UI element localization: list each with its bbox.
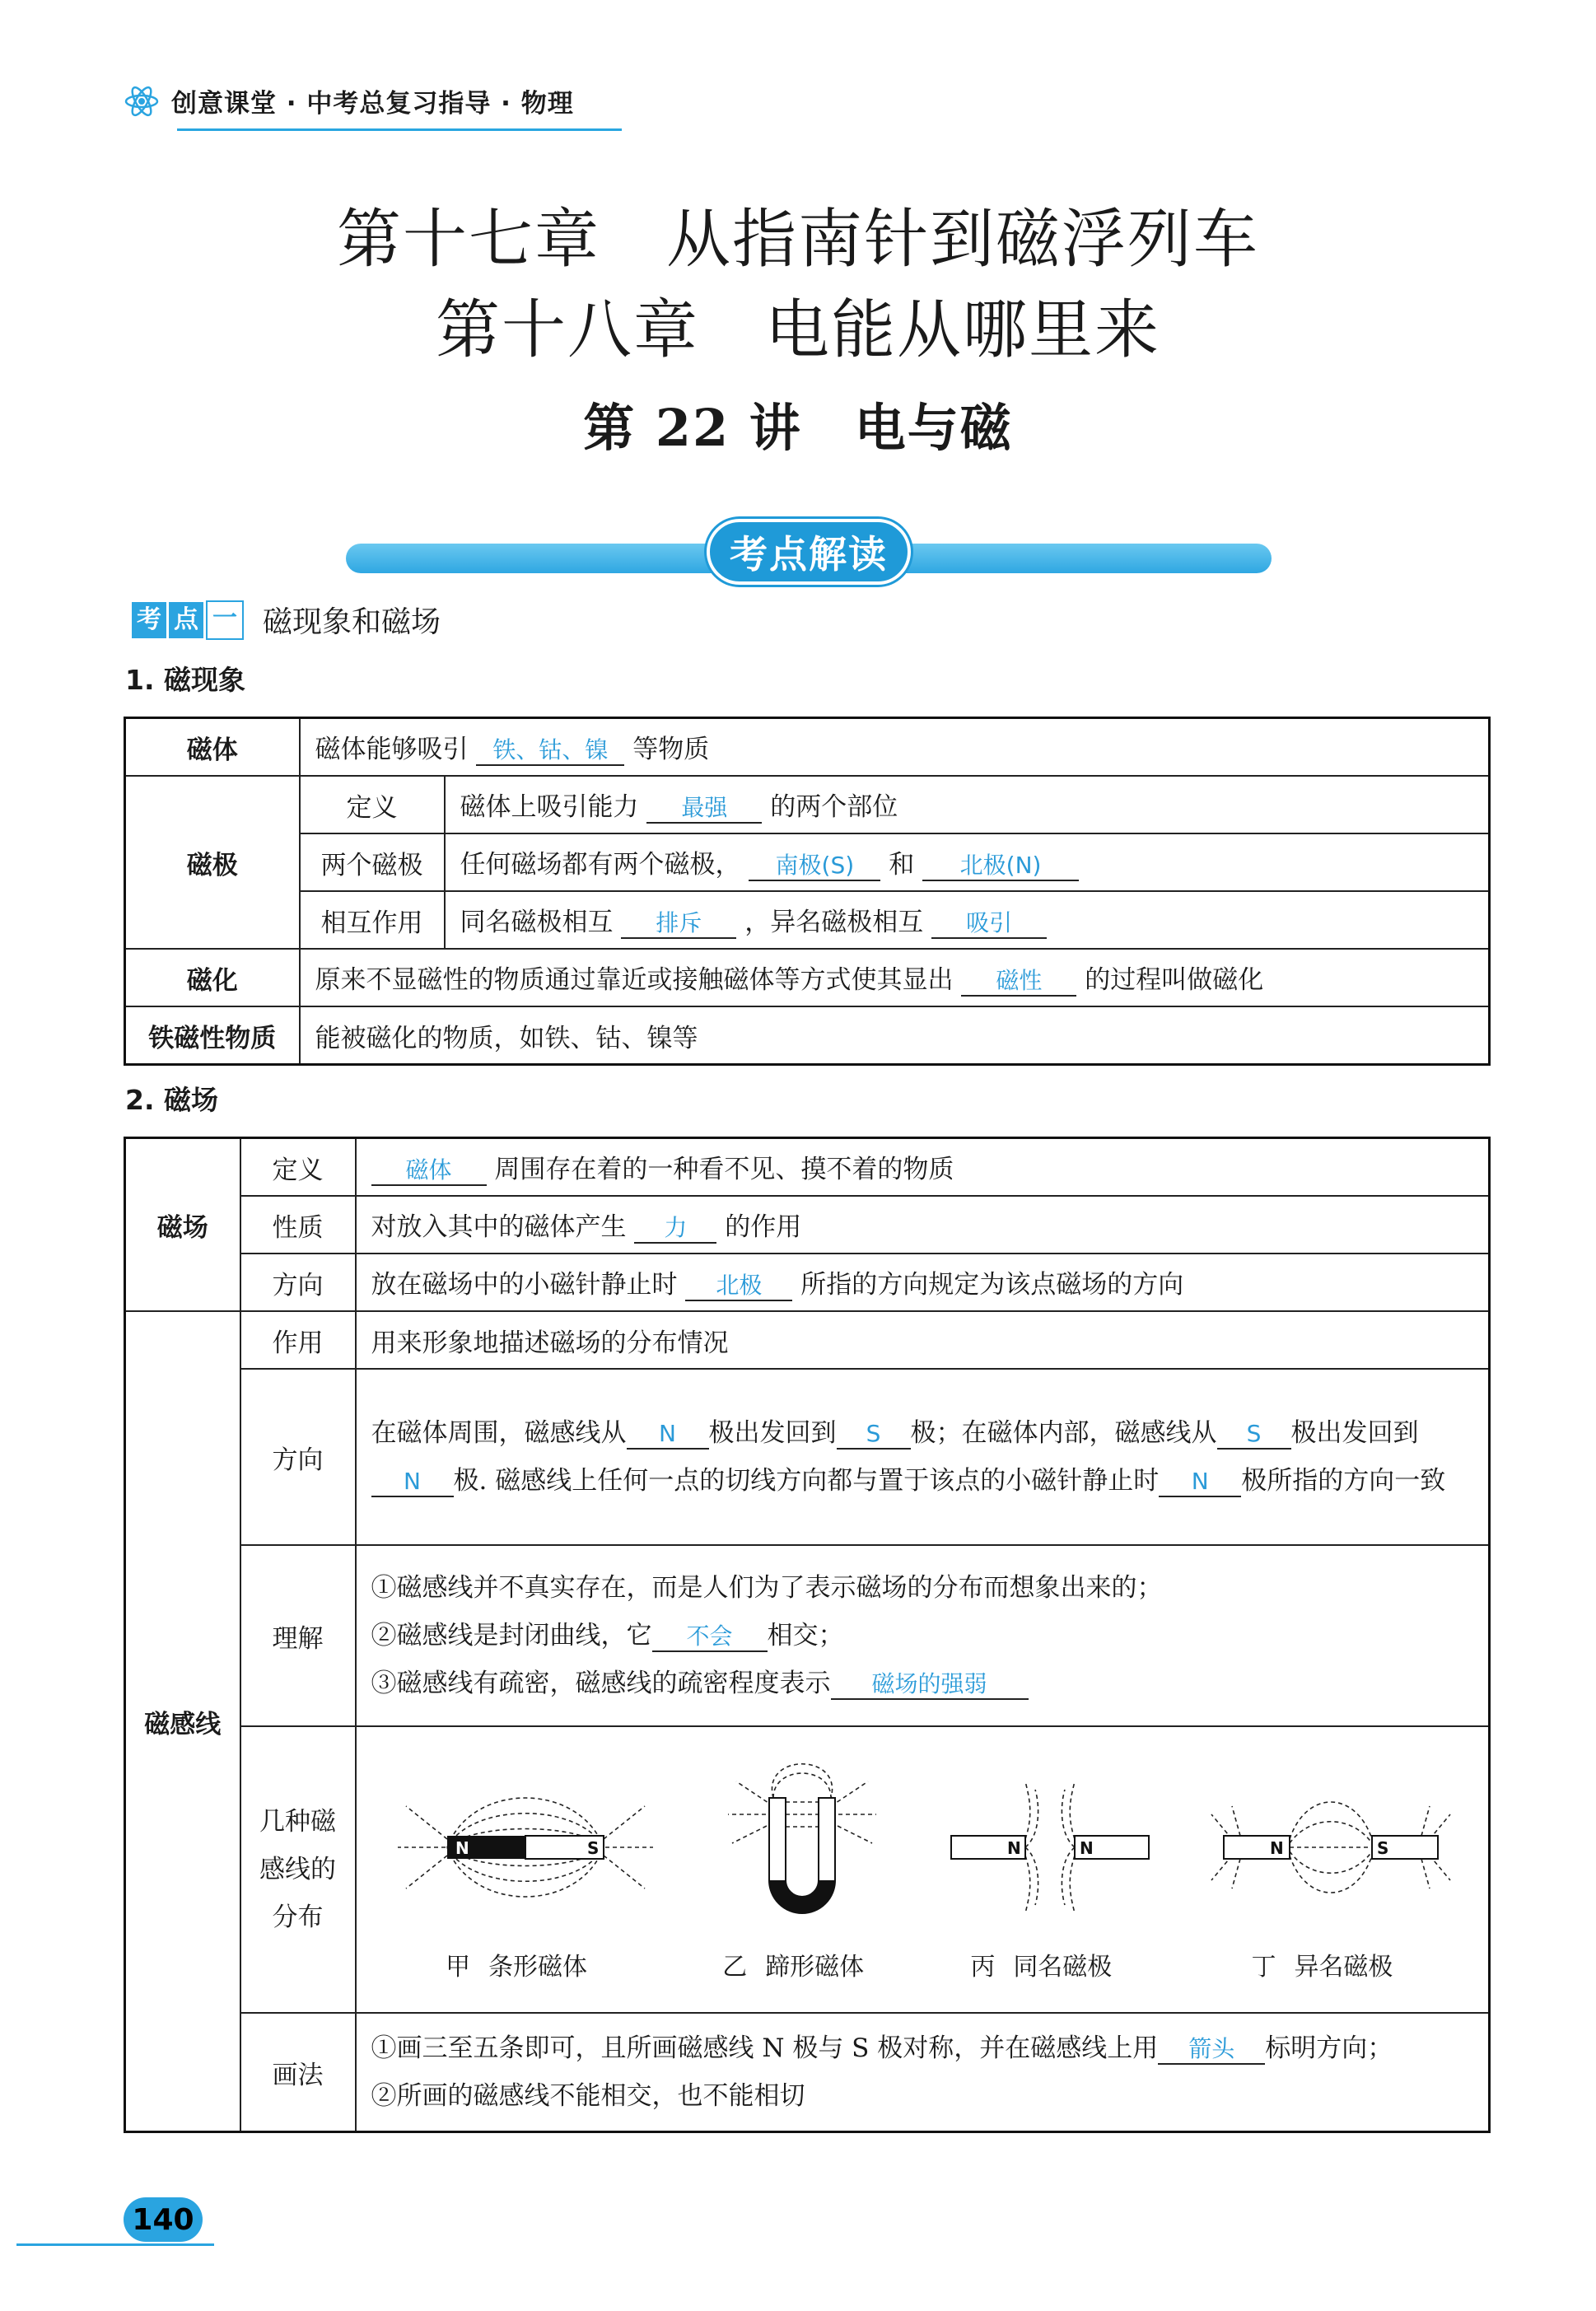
diagram-caption [722,1946,882,1982]
answer-blank: 最强 [646,794,762,824]
text-line: ②所画的磁感线不能相交，也不能相切 [371,2081,805,2111]
pole-label-n: N [455,1838,469,1858]
row-content: 用来形象地描述磁场的分布情况 [356,1311,1490,1369]
answer-blank: 不会 [652,1622,768,1652]
unlike-poles-field-svg [1207,1757,1454,1938]
answer-blank: 北极 [685,1272,792,1301]
horseshoe-field-svg [712,1757,893,1938]
sub-label: 两个磁极 [300,833,445,891]
text: 对放入其中的磁体产生 [371,1212,627,1243]
unlike-poles-diagram [1207,1757,1454,1982]
magnetic-phenomena-table [124,717,1491,1066]
table-row [125,1254,1490,1311]
text-line [371,2024,1474,2072]
table-row [125,1138,1490,1197]
text-line: ①磁感线并不真实存在，而是人们为了表示磁场的分布而想象出来的； [371,1573,1163,1603]
caption-number: 丙 [970,1953,996,1982]
topic-tag-2: 点 [169,602,203,638]
like-poles-field-svg [943,1757,1157,1938]
magnetic-field-table [124,1137,1491,2133]
answer-blank: 铁、钴、镍 [476,736,624,766]
pole-label-n: N [1007,1838,1022,1858]
sub-label: 几种磁感线的分布 [240,1726,356,2013]
pole-label-n: N [1080,1838,1094,1858]
bar-magnet-field-svg [390,1757,661,1938]
row-content [356,1196,1490,1254]
row-label: 磁体 [125,718,300,777]
table-row [125,1726,1490,2013]
row-content [356,1369,1490,1545]
topic-tag-3: 一 [206,600,244,640]
topic-heading [132,599,441,641]
pole-label-s: S [587,1838,600,1858]
horseshoe-magnet-diagram [712,1757,893,1982]
table-row [125,833,1490,891]
row-content [445,833,1490,891]
text: 极出发回到 [1290,1418,1419,1448]
diagram-cell [356,1726,1490,2013]
page-rule [16,2243,214,2246]
answer-blank: 吸引 [931,909,1047,939]
chapter-17-title: 第十七章 从指南针到磁浮列车 [336,203,1259,277]
text: ②磁感线是封闭曲线，它 [371,1621,652,1650]
answer-blank: 箭头 [1158,2035,1265,2065]
chapter-18-title: 第十八章 电能从哪里来 [435,293,1160,367]
text: 磁体上吸引能力 [460,792,639,823]
answer-blank: N [1159,1468,1241,1497]
row-content: 能被磁化的物质，如铁、钴、镍等 [300,1006,1490,1065]
answer-blank: 磁场的强弱 [831,1670,1029,1700]
text: 放在磁场中的小磁针静止时 [371,1270,678,1300]
sub-label: 性质 [240,1196,356,1254]
answer-blank: 北极(N) [922,852,1079,881]
caption-number: 乙 [722,1953,748,1982]
caption-name: 异名磁极 [1294,1953,1393,1982]
text: 磁体能够吸引 [315,735,469,765]
text: 任何磁场都有两个磁极， [460,850,741,880]
page-number: 140 [124,2197,203,2242]
topic-tag-1: 考 [132,602,166,638]
diagram-caption [970,1946,1130,1982]
text: 的两个部位 [770,792,898,823]
text: 所指的方向规定为该点磁场的方向 [800,1270,1184,1300]
answer-blank: 南极(S) [749,852,880,881]
row-label: 铁磁性物质 [125,1006,300,1065]
row-content [445,891,1490,949]
text: 同名磁极相互 [460,908,614,938]
table-row [125,891,1490,949]
text: 在磁体周围，磁感线从 [371,1418,627,1448]
text: 的作用 [725,1212,802,1243]
table-row [125,1006,1490,1065]
text: 的过程叫做磁化 [1085,965,1264,996]
caption-number: 丁 [1251,1953,1276,1982]
text-line [371,1612,1474,1660]
sub-label: 方向 [240,1254,356,1311]
book-brand: 创意课堂 · 中考总复习指导 · 物理 [171,89,574,119]
answer-blank: S [837,1420,911,1450]
row-content [445,776,1490,833]
caption-number: 甲 [446,1953,471,1982]
table-row [125,776,1490,833]
section1-heading: 1. 磁现象 [125,664,245,696]
diagram-row [365,1757,1481,1982]
sub-label: 画法 [240,2013,356,2132]
caption-name: 条形磁体 [488,1953,588,1982]
lecture-title: 第 22 讲 电与磁 [583,398,1013,458]
text: 周围存在着的一种看不见、摸不着的物质 [494,1155,954,1185]
answer-blank: N [371,1468,454,1497]
diagram-caption [1251,1946,1411,1982]
sub-label: 方向 [240,1369,356,1545]
table-row [125,718,1490,777]
table-row [125,1311,1490,1369]
row-label: 磁感线 [125,1311,240,2132]
text: ，异名磁极相互 [744,908,924,938]
text: 极. 磁感线上任何一点的切线方向都与置于该点的小磁针静止时 [453,1466,1160,1496]
text: 标明方向； [1265,2033,1393,2063]
answer-blank: 磁性 [961,967,1076,997]
sub-label: 相互作用 [300,891,445,949]
atom-icon [124,83,160,119]
bar-magnet-diagram [390,1757,661,1982]
page-header [124,82,574,119]
caption-name: 蹄形磁体 [765,1953,865,1982]
caption-name: 同名磁极 [1013,1953,1113,1982]
text: 原来不显磁性的物质通过靠近或接触磁体等方式使其显出 [315,965,954,996]
text: ①画三至五条即可，且所画磁感线 N 极与 S 极对称，并在磁感线上用 [371,2033,1159,2063]
row-content [356,1138,1490,1197]
sub-label: 定义 [300,776,445,833]
text: 极出发回到 [708,1418,837,1448]
row-content [356,1545,1490,1726]
text: 极所指的方向一致 [1241,1466,1446,1496]
pole-label-s: S [1377,1838,1389,1858]
sub-label: 定义 [240,1138,356,1197]
row-label: 磁场 [125,1138,240,1312]
row-content [300,718,1490,777]
table-row [125,2013,1490,2132]
table-row [125,1196,1490,1254]
pole-label-n: N [1270,1838,1285,1858]
table-row [125,1369,1490,1545]
text: 等物质 [632,735,710,765]
table-row [125,949,1490,1006]
row-label: 磁化 [125,949,300,1006]
row-content [356,2013,1490,2132]
topic-title: 磁现象和磁场 [263,605,441,639]
header-rule [177,128,622,131]
row-content [356,1254,1490,1311]
text: 和 [889,850,915,880]
sub-label: 理解 [240,1545,356,1726]
row-content [300,949,1490,1006]
text: 相交； [767,1621,844,1650]
answer-blank: 力 [634,1214,716,1244]
section2-heading: 2. 磁场 [125,1084,218,1116]
diagram-caption [446,1946,605,1982]
like-poles-diagram [943,1757,1157,1982]
answer-blank: S [1217,1420,1291,1450]
answer-blank: 排斥 [621,909,736,939]
banner-label: 考点解读 [707,519,911,585]
text-line [371,1660,1474,1707]
text: ③磁感线有疏密，磁感线的疏密程度表示 [371,1669,831,1698]
answer-blank: N [627,1420,709,1450]
row-label: 磁极 [125,776,300,949]
table-row [125,1545,1490,1726]
sub-label: 作用 [240,1311,356,1369]
answer-blank: 磁体 [371,1156,487,1186]
text: 极；在磁体内部，磁感线从 [910,1418,1217,1448]
